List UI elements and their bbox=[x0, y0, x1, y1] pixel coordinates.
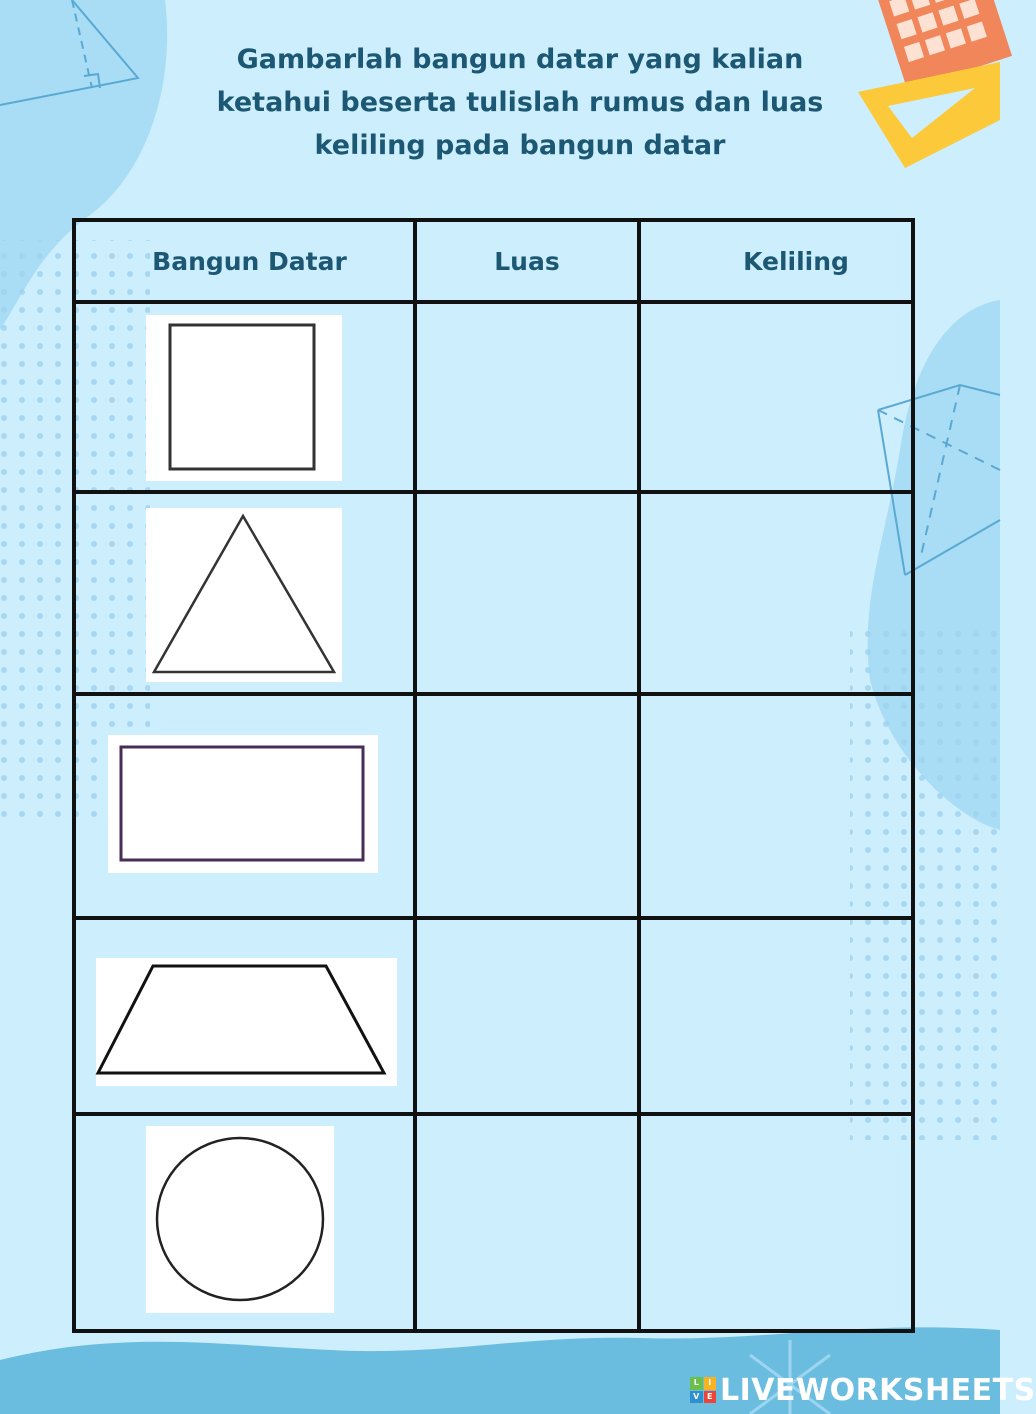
title-line-2: ketahui beserta tulislah rumus dan luas bbox=[216, 87, 824, 118]
circle-shape bbox=[146, 1126, 334, 1313]
rectangle-shape bbox=[108, 735, 378, 873]
table-row bbox=[74, 694, 913, 918]
table-row bbox=[74, 918, 913, 1114]
luas-answer-cell[interactable] bbox=[415, 492, 639, 694]
triangle-shape bbox=[146, 508, 342, 682]
liveworksheets-brand[interactable] bbox=[690, 1372, 1036, 1408]
table-row bbox=[74, 302, 913, 492]
shape-cell bbox=[74, 1114, 415, 1331]
square-shape bbox=[146, 315, 342, 481]
title-line-1: Gambarlah bangun datar yang kalian bbox=[236, 44, 804, 75]
luas-answer-cell[interactable] bbox=[415, 918, 639, 1114]
trapezoid-shape bbox=[96, 958, 397, 1086]
keliling-answer-cell[interactable] bbox=[639, 302, 913, 492]
table-row bbox=[74, 492, 913, 694]
worksheet-table bbox=[72, 218, 915, 1333]
luas-answer-cell[interactable] bbox=[415, 302, 639, 492]
header-keliling: Keliling bbox=[639, 220, 913, 302]
luas-answer-cell[interactable] bbox=[415, 1114, 639, 1331]
shape-cell bbox=[74, 492, 415, 694]
table-header-row bbox=[74, 220, 913, 302]
shape-cell bbox=[74, 694, 415, 918]
header-luas: Luas bbox=[415, 220, 639, 302]
shape-cell bbox=[74, 302, 415, 492]
keliling-answer-cell[interactable] bbox=[639, 694, 913, 918]
luas-answer-cell[interactable] bbox=[415, 694, 639, 918]
keliling-answer-cell[interactable] bbox=[639, 1114, 913, 1331]
worksheet-title bbox=[170, 38, 870, 167]
keliling-answer-cell[interactable] bbox=[639, 918, 913, 1114]
liveworksheets-logo-icon: L I V E bbox=[690, 1377, 716, 1403]
title-line-3: keliling pada bangun datar bbox=[314, 130, 726, 161]
shape-cell bbox=[74, 918, 415, 1114]
keliling-answer-cell[interactable] bbox=[639, 492, 913, 694]
header-bangun-datar: Bangun Datar bbox=[74, 220, 415, 302]
brand-name: LIVEWORKSHEETS bbox=[720, 1372, 1036, 1408]
table-row bbox=[74, 1114, 913, 1331]
